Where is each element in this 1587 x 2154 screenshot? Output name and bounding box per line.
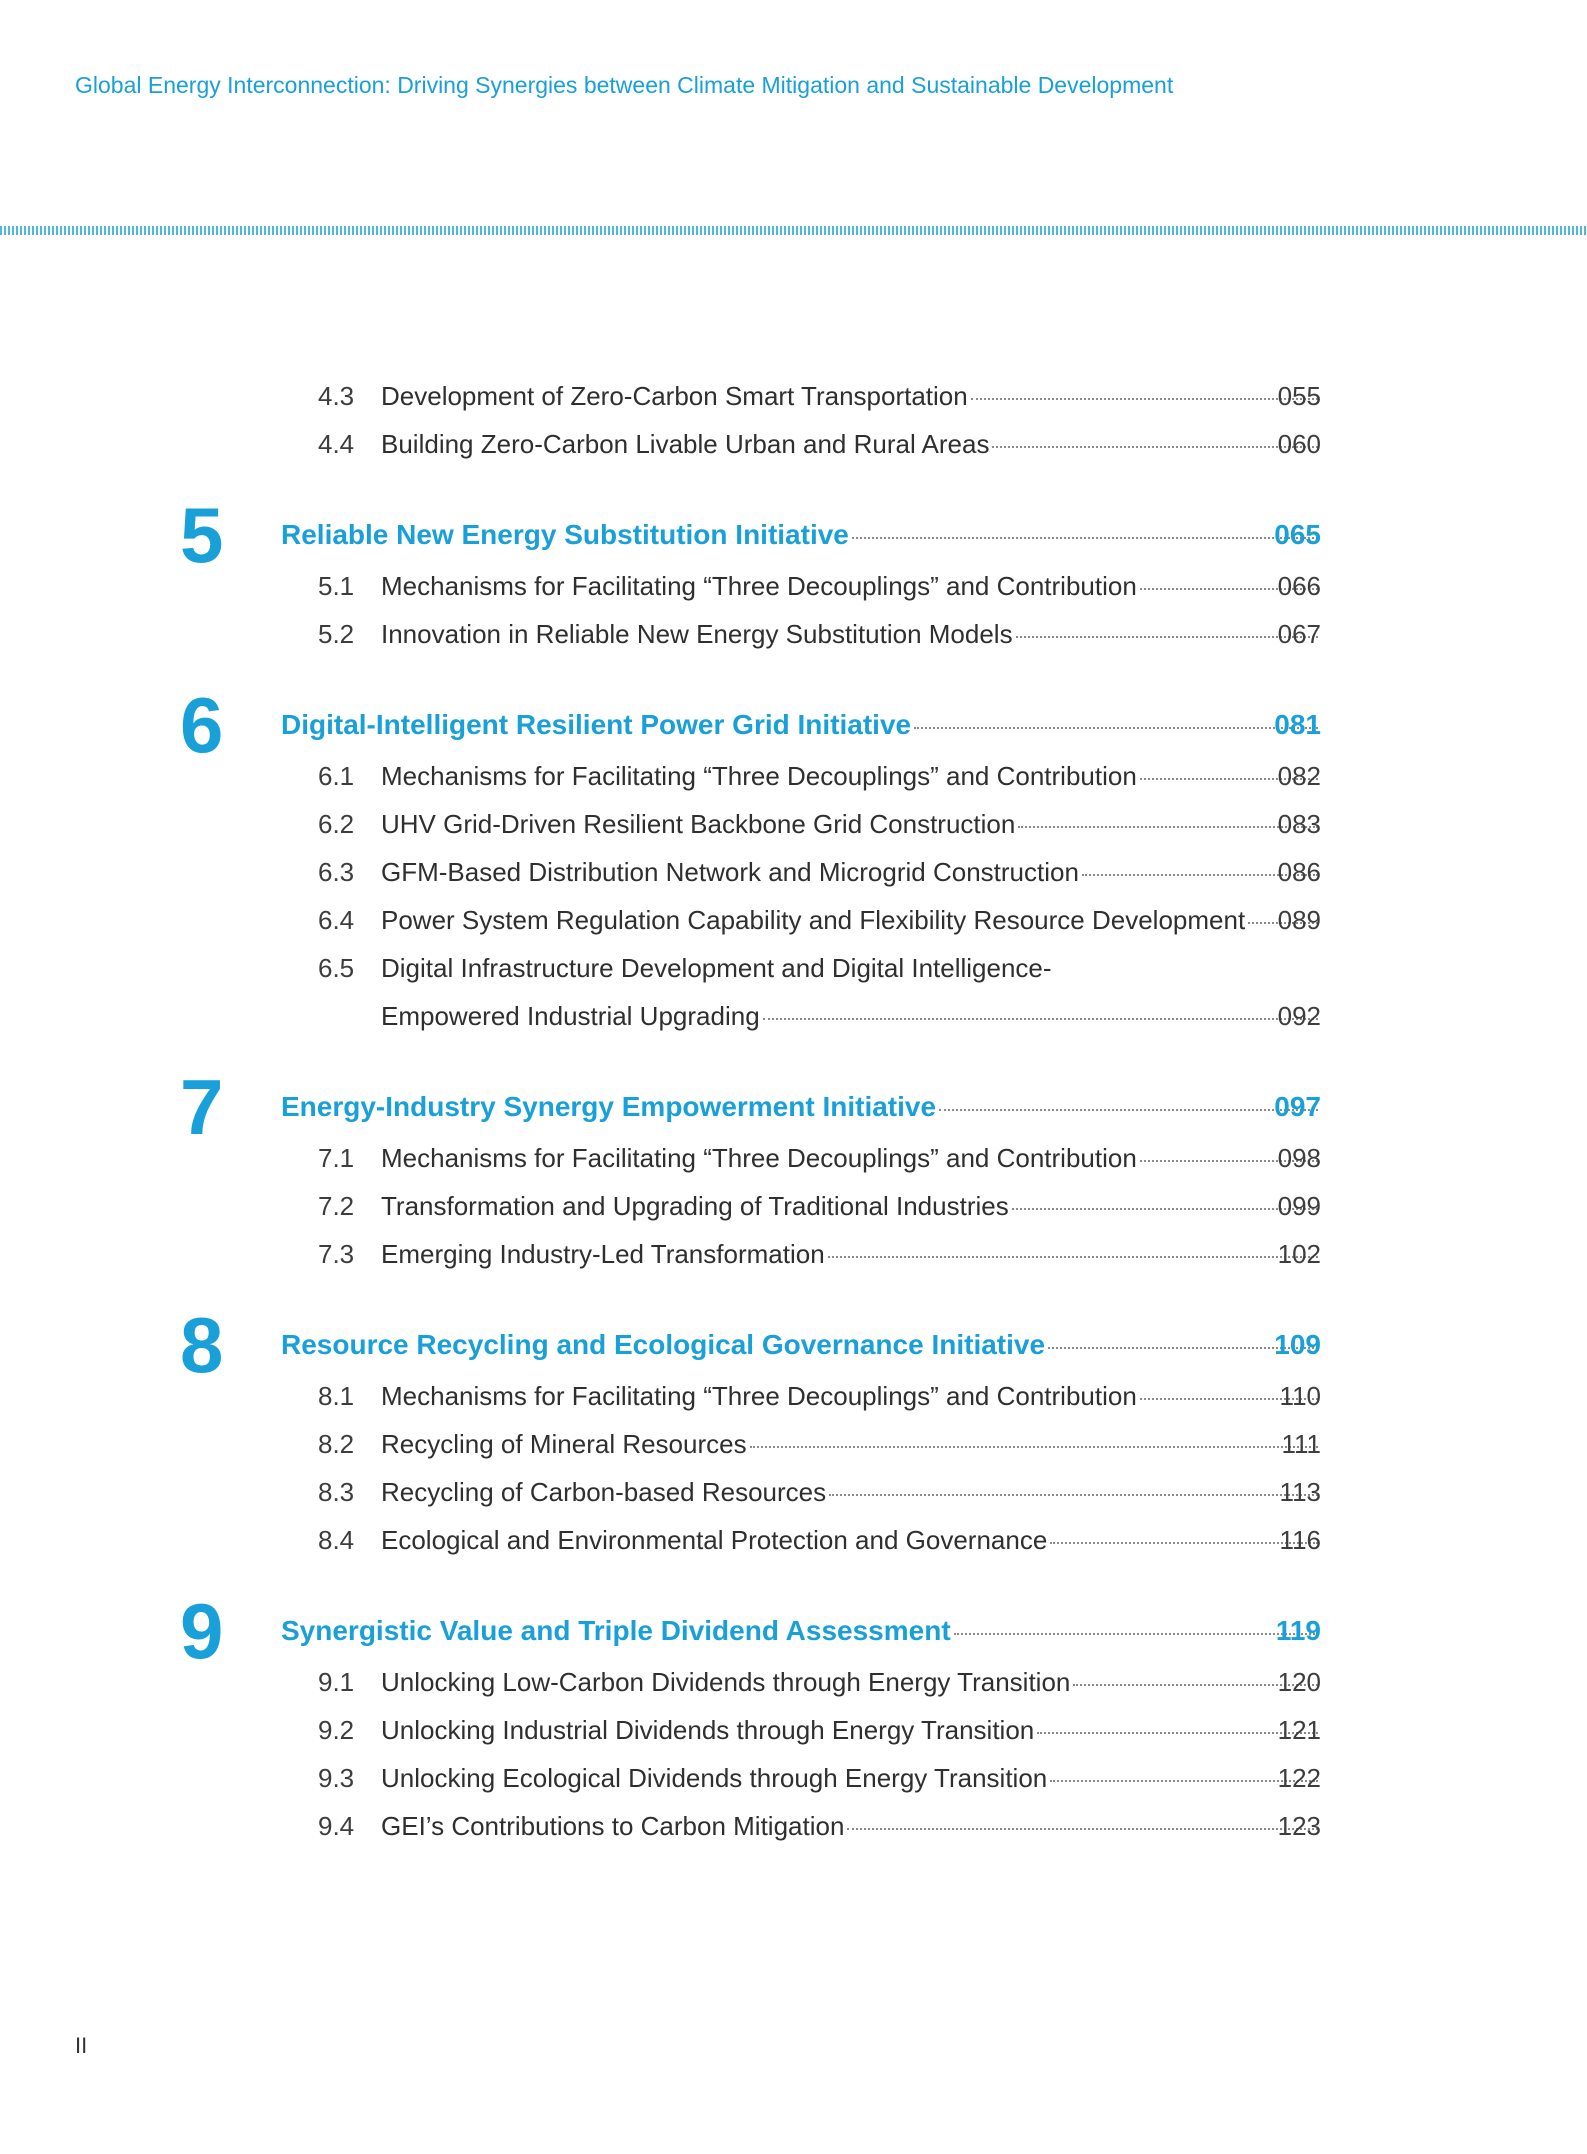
section-number: 6.4	[318, 904, 355, 935]
page-number: 067	[1277, 618, 1321, 649]
page-number: 102	[1277, 1238, 1321, 1269]
section-title: Mechanisms for Facilitating “Three Decouplings” and Contribution	[381, 1380, 1137, 1411]
page-number: 089	[1277, 904, 1321, 935]
section-title: UHV Grid-Driven Resilient Backbone Grid Construction	[381, 808, 1016, 839]
dot-leader	[852, 537, 1318, 539]
dot-leader	[954, 1633, 1318, 1635]
section-number: 8.2	[318, 1428, 355, 1459]
chapter-title: Synergistic Value and Triple Dividend Assessment	[281, 1615, 951, 1646]
chapter-5-block	[0, 491, 1587, 658]
page-number: 092	[1277, 1000, 1321, 1031]
section-number: 9.1	[318, 1666, 355, 1697]
page-number: 065	[1274, 519, 1321, 550]
page-number: 060	[1277, 428, 1321, 459]
toc-entry-9-3[interactable]	[0, 1754, 1587, 1802]
page-number: 123	[1277, 1810, 1321, 1841]
toc-entry-6-4[interactable]	[0, 896, 1587, 944]
dot-leader	[1050, 1542, 1318, 1544]
page-number: 082	[1277, 760, 1321, 791]
section-number: 6.1	[318, 760, 355, 791]
section-title: Emerging Industry-Led Transformation	[381, 1238, 825, 1269]
section-number: 7.3	[318, 1238, 355, 1269]
running-title: Global Energy Interconnection: Driving Synergies between Climate Mitigation and Sustainable Development	[75, 72, 1174, 98]
toc-chapter-5[interactable]	[0, 491, 1587, 579]
section-number: 8.3	[318, 1476, 355, 1507]
dot-leader	[828, 1256, 1318, 1258]
section-title: Mechanisms for Facilitating “Three Decouplings” and Contribution	[381, 1142, 1137, 1173]
chapter-title: Resource Recycling and Ecological Governance Initiative	[281, 1329, 1046, 1360]
toc-chapter-7[interactable]	[0, 1063, 1587, 1151]
section-number: 4.4	[318, 428, 355, 459]
section-title: Innovation in Reliable New Energy Substitution Models	[381, 618, 1013, 649]
section-number: 9.2	[318, 1714, 355, 1745]
section-number: 4.3	[318, 380, 355, 411]
dot-leader	[750, 1446, 1318, 1448]
page-number: 121	[1277, 1714, 1321, 1745]
dot-leader	[1016, 636, 1318, 638]
page-number: 099	[1277, 1190, 1321, 1221]
toc-entry-9-1[interactable]	[0, 1658, 1587, 1706]
section-title: GFM-Based Distribution Network and Microgrid Construction	[381, 856, 1079, 887]
page-folio: II	[75, 2033, 88, 2058]
page-number: 083	[1277, 808, 1321, 839]
chapter-7-block	[0, 1063, 1587, 1278]
toc-entry-4-4[interactable]	[0, 420, 1587, 468]
page-number: 066	[1277, 570, 1321, 601]
section-title: Building Zero-Carbon Livable Urban and Rural Areas	[381, 428, 990, 459]
toc-entry-8-1[interactable]	[0, 1372, 1587, 1420]
chapter-8-block	[0, 1301, 1587, 1564]
dot-leader	[992, 446, 1318, 448]
dot-leader	[939, 1109, 1318, 1111]
chapter-number: 9	[180, 1587, 224, 1675]
page-number: 081	[1274, 709, 1321, 740]
page-number: 098	[1277, 1142, 1321, 1173]
toc-entry-6-5-line2[interactable]	[0, 992, 1587, 1040]
chapter-number: 5	[180, 491, 224, 579]
page-number: 110	[1279, 1380, 1321, 1411]
dot-leader	[1012, 1208, 1318, 1210]
page-number: 116	[1279, 1524, 1321, 1555]
page-number: 097	[1274, 1091, 1321, 1122]
dot-leader	[1018, 826, 1318, 828]
page-number: 109	[1274, 1329, 1321, 1360]
section-title: Unlocking Low-Carbon Dividends through Energy Transition	[381, 1666, 1071, 1697]
section-title-line2: Empowered Industrial Upgrading	[381, 1000, 760, 1031]
toc-entry-4-3[interactable]	[0, 372, 1587, 420]
chapter-number: 6	[180, 681, 224, 769]
toc-entry-9-2[interactable]	[0, 1706, 1587, 1754]
section-title-line1: Digital Infrastructure Development and Digital Intelligence-	[381, 952, 1052, 983]
chapter-title: Digital-Intelligent Resilient Power Grid Initiative	[281, 709, 912, 740]
header-divider	[0, 226, 1587, 235]
section-number: 7.2	[318, 1190, 355, 1221]
page-number: 111	[1281, 1428, 1321, 1459]
chapter-number: 8	[180, 1301, 224, 1389]
section-number: 6.2	[318, 808, 355, 839]
section-number: 8.1	[318, 1380, 355, 1411]
dot-leader	[914, 727, 1318, 729]
toc-entry-7-2[interactable]	[0, 1182, 1587, 1230]
page-number: 119	[1275, 1615, 1321, 1646]
section-number: 5.1	[318, 570, 355, 601]
toc-entry-6-2[interactable]	[0, 800, 1587, 848]
toc-entry-5-1[interactable]	[0, 562, 1587, 610]
toc-chapter-9[interactable]	[0, 1587, 1587, 1675]
section-title: Transformation and Upgrading of Traditional Industries	[381, 1190, 1009, 1221]
page-number: 113	[1279, 1476, 1321, 1507]
section-number: 6.3	[318, 856, 355, 887]
toc-entry-8-2[interactable]	[0, 1420, 1587, 1468]
chapter-9-block	[0, 1587, 1587, 1850]
chapter-number: 7	[180, 1063, 224, 1151]
dot-leader	[847, 1828, 1318, 1830]
toc-entry-9-4[interactable]	[0, 1802, 1587, 1850]
section-title: Unlocking Industrial Dividends through Energy Transition	[381, 1714, 1035, 1745]
dot-leader	[1037, 1732, 1318, 1734]
dot-leader	[829, 1494, 1318, 1496]
chapter-6-block	[0, 681, 1587, 1040]
section-title: Development of Zero-Carbon Smart Transportation	[381, 380, 968, 411]
page-number: 086	[1277, 856, 1321, 887]
page-number: 055	[1277, 380, 1321, 411]
page-number: 122	[1277, 1762, 1321, 1793]
section-title: Recycling of Carbon-based Resources	[381, 1476, 827, 1507]
section-title: Power System Regulation Capability and Flexibility Resource Development	[381, 904, 1246, 935]
section-title: Mechanisms for Facilitating “Three Decouplings” and Contribution	[381, 760, 1137, 791]
toc-entry-6-5-line1[interactable]	[0, 944, 1587, 992]
section-title: Unlocking Ecological Dividends through Energy Transition	[381, 1762, 1048, 1793]
section-number: 6.5	[318, 952, 355, 983]
section-title: Ecological and Environmental Protection and Governance	[381, 1524, 1048, 1555]
section-number: 5.2	[318, 618, 355, 649]
section-number: 8.4	[318, 1524, 355, 1555]
toc-entry-6-1[interactable]	[0, 752, 1587, 800]
dot-leader	[763, 1018, 1318, 1020]
chapter-title: Reliable New Energy Substitution Initiative	[281, 519, 849, 550]
section-title: Mechanisms for Facilitating “Three Decouplings” and Contribution	[381, 570, 1137, 601]
toc-entry-5-2[interactable]	[0, 610, 1587, 658]
section-number: 7.1	[318, 1142, 355, 1173]
section-number: 9.4	[318, 1810, 355, 1841]
section-number: 9.3	[318, 1762, 355, 1793]
toc-entry-8-3[interactable]	[0, 1468, 1587, 1516]
section-title: Recycling of Mineral Resources	[381, 1428, 747, 1459]
dot-leader	[971, 398, 1318, 400]
chapter-title: Energy-Industry Synergy Empowerment Initiative	[281, 1091, 937, 1122]
toc-entry-8-4[interactable]	[0, 1516, 1587, 1564]
table-of-contents	[0, 372, 1587, 1850]
toc-entry-6-3[interactable]	[0, 848, 1587, 896]
toc-chapter-6[interactable]	[0, 681, 1587, 769]
page-number: 120	[1277, 1666, 1321, 1697]
toc-chapter-8[interactable]	[0, 1301, 1587, 1389]
toc-entry-7-1[interactable]	[0, 1134, 1587, 1182]
toc-entry-7-3[interactable]	[0, 1230, 1587, 1278]
section-title: GEI’s Contributions to Carbon Mitigation	[381, 1810, 845, 1841]
